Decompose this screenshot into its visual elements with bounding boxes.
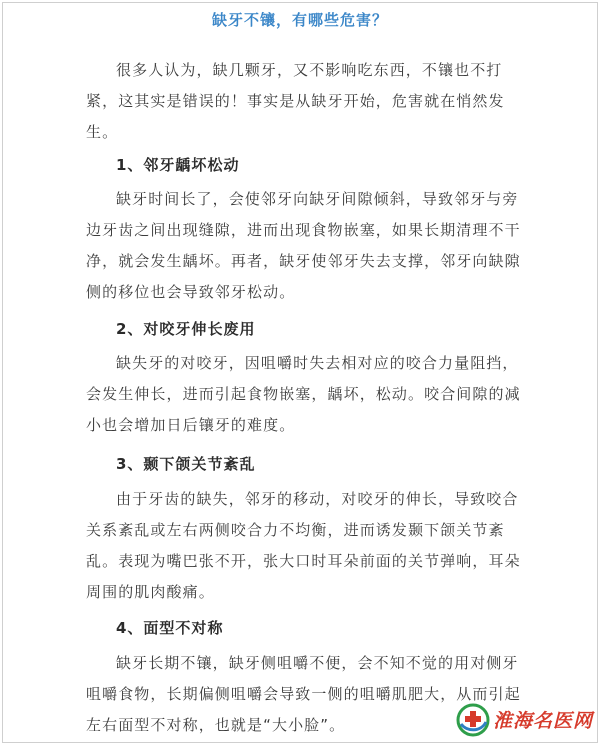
- watermark-text: 淮海名医网: [493, 710, 594, 732]
- site-watermark: [455, 700, 600, 740]
- section-body-3: 由于牙齿的缺失，邻牙的移动，对咬牙的伸长，导致咬合关系紊乱或左右两侧咬合力不均衡，进而诱发颞下颌关节紊乱。表现为嘴巴张不开，张大口时耳朵前面的关节弹响，耳朵周围的肌肉酸痛。: [86, 490, 521, 601]
- medical-cross-logo-icon: [455, 702, 491, 738]
- article-title: 缺牙不镶，有哪些危害？: [211, 11, 388, 29]
- section-heading-4: 4、面型不对称: [116, 619, 224, 637]
- section-heading-3: 3、颞下颌关节紊乱: [116, 455, 256, 473]
- section-heading-2: 2、对咬牙伸长废用: [116, 320, 256, 338]
- section-heading-1: 1、邻牙龋坏松动: [116, 156, 240, 174]
- section-body-2: 缺失牙的对咬牙，因咀嚼时失去相对应的咬合力量阻挡，会发生伸长，进而引起食物嵌塞，龋坏，松动。咬合间隙的减小也会增加日后镶牙的难度。: [86, 354, 521, 434]
- section-body-1: 缺牙时间长了，会使邻牙向缺牙间隙倾斜，导致邻牙与旁边牙齿之间出现缝隙，进而出现食物嵌塞，如果长期清理不干净，就会发生龋坏。再者，缺牙使邻牙失去支撑，邻牙向缺隙侧的移位也会导致邻牙松动。: [86, 190, 521, 301]
- intro-paragraph: 很多人认为，缺几颗牙，又不影响吃东西，不镶也不打紧，这其实是错误的！事实是从缺牙开始，危害就在悄然发生。: [86, 61, 505, 141]
- section-body-4: 缺牙长期不镶，缺牙侧咀嚼不便，会不知不觉的用对侧牙咀嚼食物，长期偏侧咀嚼会导致一侧的咀嚼肌肥大，从而引起左右面型不对称，也就是“大小脸”。: [86, 654, 521, 734]
